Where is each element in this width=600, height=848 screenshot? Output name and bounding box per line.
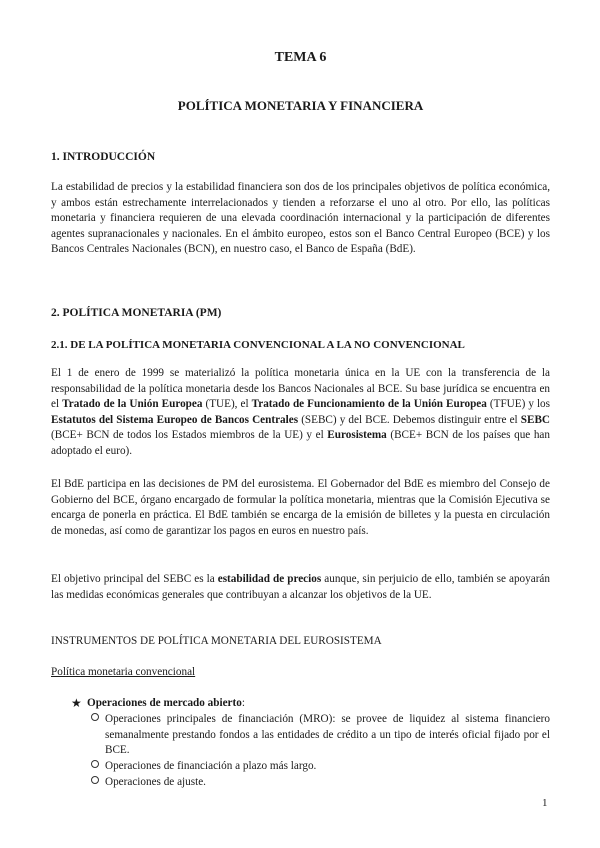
chapter-title: POLÍTICA MONETARIA Y FINANCIERA	[177, 98, 424, 113]
list-item: Operaciones de ajuste.	[105, 775, 550, 791]
chapter-number: TEMA 6	[274, 50, 327, 65]
section-2-heading: 2. POLÍTICA MONETARIA (PM)	[51, 307, 222, 319]
list-item-open-market: Operaciones de mercado abierto:	[87, 697, 245, 709]
circle-bullet-icon	[91, 760, 99, 768]
section-1-heading: 1. INTRODUCCIÓN	[51, 151, 156, 163]
instruments-heading: INSTRUMENTOS DE POLÍTICA MONETARIA DEL EUROSISTEMA	[51, 635, 382, 647]
subsection-2-1-heading: 2.1. DE LA POLÍTICA MONETARIA CONVENCIONAL A LA NO CONVENCIONAL	[51, 339, 465, 351]
star-bullet-icon: ★	[71, 696, 82, 710]
page-number: 1	[542, 797, 548, 809]
paragraph-objective: El objetivo principal del SEBC es la estabilidad de precios aunque, sin perjuicio de ello, también se apoyarán las medidas económicas generales que contribuyan a alcanzar los objetivos de la UE.	[51, 573, 550, 601]
conventional-policy-heading: Política monetaria convencional	[51, 666, 196, 678]
circle-bullet-icon	[91, 713, 99, 721]
intro-paragraph: La estabilidad de precios y la estabilidad financiera son dos de los principales objetivos de política económica, y ambos están estrechamente interrelacionados y tienden a reforzarse el uno al otro. Por ello, las políticas monetaria y financiera requieren de una elevada coordinación internacional y la participación de diferentes agentes supranacionales y nacionales. En el ámbito europeo, estos son el Banco Central Europeo (BCE) y los Bancos Centrales Nacionales (BCN), en nuestro caso, el Banco de España (BdE).	[51, 181, 550, 256]
paragraph-legal-basis: El 1 de enero de 1999 se materializó la política monetaria única en la UE con la transferencia de la responsabilidad de la política monetaria desde los Bancos Nacionales al BCE. Su base jurídica se encuentra en el Tratado de la Unión Europea (TUE), el Tratado de Funcionamiento de la Unión Europea (TFUE) y los Estatutos del Sistema Europeo de Bancos Centrales (SEBC) y del BCE. Debemos distinguir entre el SEBC (BCE+ BCN de todos los Estados miembros de la UE) y el Eurosistema (BCE+ BCN de los países que han adoptado el euro).	[51, 367, 551, 457]
list-item: Operaciones principales de financiación (MRO): se provee de liquidez al sistema financiero semanalmente prestando fondos a las entidades de crédito a un tipo de interés oficial fijado por el BCE.	[105, 712, 550, 759]
circle-bullet-icon	[91, 776, 99, 784]
list-item: Operaciones de financiación a plazo más largo.	[105, 759, 550, 775]
paragraph-bde-role: El BdE participa en las decisiones de PM del eurosistema. El Gobernador del BdE es miembro del Consejo de Gobierno del BCE, órgano encargado de formular la política monetaria, mientras que la Comisión Ejecutiva se encarga de ponerla en práctica. El BdE también se encarga de la emisión de billetes y la puesta en circulación de monedas, así como de garantizar los pagos en euros en nuestro país.	[51, 478, 550, 537]
